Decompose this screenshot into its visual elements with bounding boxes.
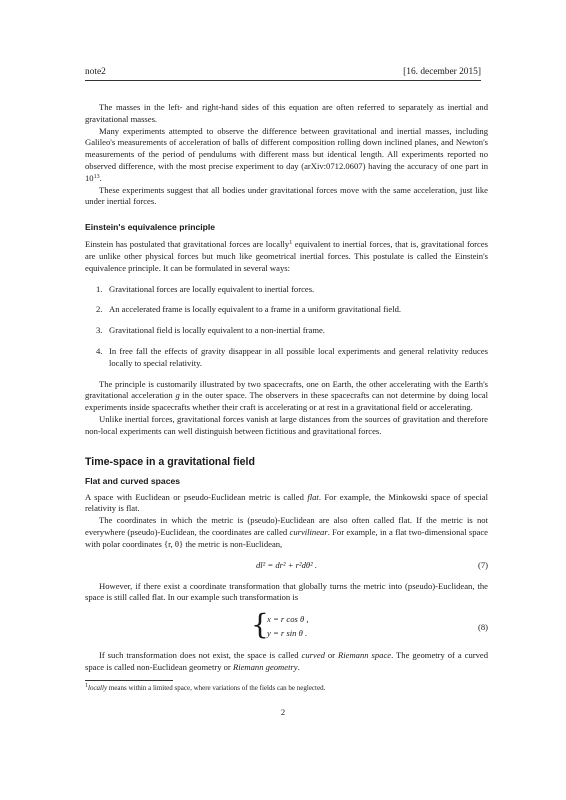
equation-8-line-2: y = r sin θ . [267,628,308,639]
intro-paragraph-1: The masses in the left- and right-hand sides of this equation are often referred to separately as inertial and gravitational masses. [85,102,488,124]
list-item: 1. Gravitational forces are locally equivalent to inertial forces. [96,283,315,294]
flat-paragraph-2: The coordinates in which the metric is (pseudo)-Euclidean are also often called flat. If the metric is not everywhere (pseudo)-Euclidean, the coordinates are called curvilinear. For example, in a flat two-dimensional space with polar coordinates {r, θ} the metric is non-Euclidean, [85,515,488,549]
intro-paragraph-3: These experiments suggest that all bodies under gravitational forces move with the same acceleration, just like under inertial forces. [85,184,488,207]
section-title: Time-space in a gravitational field [85,455,255,468]
footnote-ref: 1 [289,240,293,247]
flat-paragraph-4: If such transformation does not exist, the space is called curved or Riemann space. The geometry of a curved space is called non-Euclidean geometry or Riemann geometry. [85,650,489,672]
running-header [85,66,481,81]
header-title: note2 [85,67,106,77]
equation-7-body: dl² = dr² + r²dθ² . [256,559,317,570]
equation-8 [85,610,488,644]
footnote: $^1$locally means within a limited space, where variations of the fields can be neglected. [85,682,326,692]
list-item: 4. In free fall the effects of gravity disappear in all possible local experiments and general relativity reduces locally to special relativity. [96,345,488,368]
intro-paragraph-2: Many experiments attempted to observe the difference between gravitational and inertial masses, including Galileo's measurements of acceleration of balls of different composition rolling down inclined planes, and Newton's measurements of the period of pendulums with different mass but identical length. All experiments reported no observed difference, with the most precise experiment to day (arXiv:0712.0607) having the accuracy of one part in $10^{13}$. [85,125,488,183]
equivalence-paragraph-3: Unlike inertial forces, gravitational forces vanish at large distances from the sources of gravitation and therefore non-local experiments can well distinguish between fictitious and gravitational forces. [85,413,488,436]
equation-8-line-1: x = r cos θ , [267,614,309,625]
equivalence-paragraph-2: The principle is customarily illustrated by two spacecrafts, one on Earth, the other accelerating with the Earth's gravitational acceleration g in the outer space. The observers in these spacecrafts can not determine by doing local experiments inside spacecrafts whether their craft is accelerating or at rest in a gravitational field or accelerating. [85,378,488,413]
flat-paragraph-1: A space with Euclidean or pseudo-Euclidean metric is called flat. For example, the Minkowski space of special relativity is flat. [85,491,488,514]
equation-7-number: (7) [477,559,488,570]
list-item: 3. Gravitational field is locally equivalent to a non-inertial frame. [96,325,325,336]
page-content [85,102,488,693]
flat-paragraph-3: However, if there exist a coordinate transformation that globally turns the metric into (pseudo)-Euclidean, the space is still called flat. In our example such transformation is [85,580,488,603]
left-brace: { [251,608,269,642]
equivalence-paragraph-1: Einstein has postulated that gravitational forces are locally$^1$ equivalent to inertial forces, that is, gravitational forces are unlike other physical forces but much like geometrical inertial forces. This postulate is called the Einstein's equivalence principle. It can be formulated in several ways: [85,239,488,273]
equivalence-heading: Einstein's equivalence principle [85,222,216,233]
footnote-rule [85,680,173,681]
equation-7 [85,555,488,577]
subsection-title: Flat and curved spaces [85,475,181,486]
header-date: [16. december 2015] [403,67,481,77]
page-number: 2 [280,707,286,717]
equation-8-number: (8) [477,622,488,633]
equivalence-list [85,284,488,370]
list-item: 2. An accelerated frame is locally equivalent to a frame in a uniform gravitational field. [96,304,402,315]
